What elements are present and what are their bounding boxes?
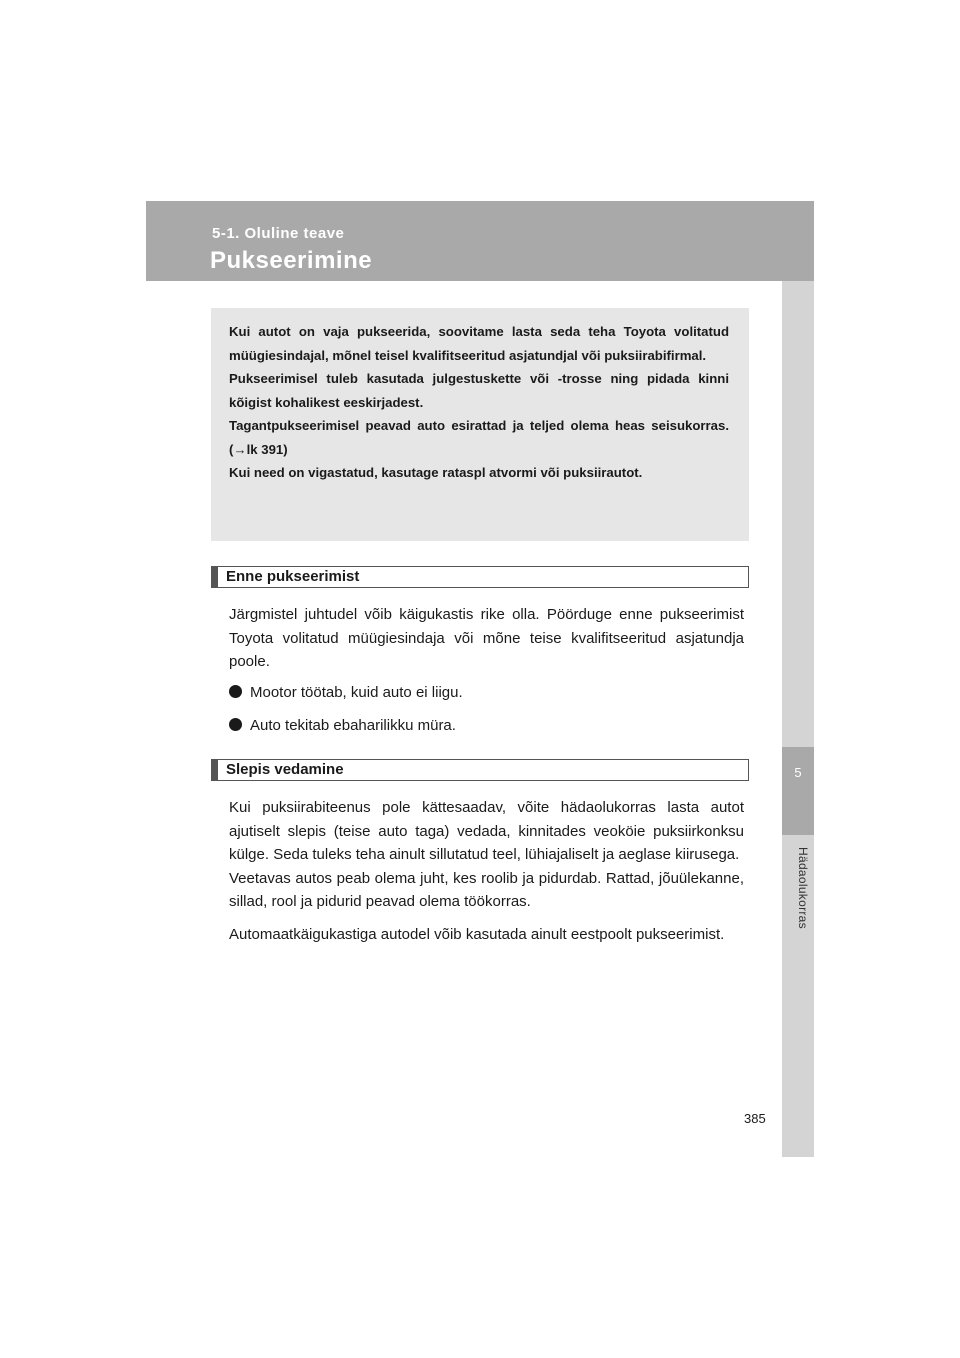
section1-text: Järgmistel juhtudel võib käigukastis rike olla. Pöörduge enne pukseerimist Toyota volitatud müügiesindaja või mõne teise kvalifitseeritud asjatundja poole.	[229, 606, 744, 670]
heading-bar	[212, 567, 218, 587]
intro-line-2: Pukseerimisel tuleb kasutada julgestuskette või -trosse ning pidada kinni kõigist kohalikest eeskirjadest.	[229, 371, 729, 410]
intro-line-4: Kui need on vigastatud, kasutage rataspl atvormi või puksiirautot.	[229, 465, 643, 480]
section-breadcrumb: 5-1. Oluline teave	[212, 225, 345, 242]
chapter-number-box	[782, 747, 814, 835]
intro-line-3: Tagantpukseerimisel peavad auto esirattad ja teljed olema heas seisukorras. (→lk 391)	[229, 418, 729, 457]
page-title: Pukseerimine	[210, 247, 373, 274]
bullet-dot-icon	[229, 685, 242, 698]
chapter-label: Hädaolukorras	[796, 847, 810, 929]
chapter-header	[146, 201, 814, 281]
intro-box	[211, 308, 749, 541]
section-heading-label: Enne pukseerimist	[226, 568, 360, 585]
section2-paragraph-1: Kui puksiirabiteenus pole kättesaadav, võite hädaolukorras lasta autot ajutiselt slepis (teise auto taga) vedada, kinnitades veoköie puksiirkonksu külge. Seda tuleks teha ainult sillutatud teel, lühiajaliselt ja aeglase kiirusega.	[229, 799, 744, 863]
section1-paragraph	[229, 603, 744, 674]
section2-paragraph-3: Automaatkäigukastiga autodel võib kasutada ainult eestpoolt pukseerimist.	[229, 925, 725, 943]
page-number: 385	[744, 1111, 766, 1126]
section-heading-towing	[211, 759, 749, 781]
bullet-item	[229, 714, 456, 738]
section-heading-before-towing	[211, 566, 749, 588]
bullet-text: Auto tekitab ebaharilikku müra.	[250, 717, 456, 734]
section2-paragraph-2: Veetavas autos peab olema juht, kes roolib ja pidurdab. Rattad, jõuülekanne, sillad, rool ja pidurid peavad olema töökorras.	[229, 869, 744, 910]
intro-line-1: Kui autot on vaja pukseerida, soovitame lasta seda teha Toyota volitatud müügiesindajal, mõnel teisel kvalifitseeritud asjatundjal või puksiirabifirmal.	[229, 324, 729, 363]
section-heading-label: Slepis vedamine	[226, 761, 344, 778]
chapter-side-tab	[782, 281, 814, 1157]
heading-bar	[212, 760, 218, 780]
bullet-text: Mootor töötab, kuid auto ei liigu.	[250, 684, 463, 701]
section2-paragraphs	[229, 796, 744, 946]
bullet-item	[229, 681, 463, 705]
bullet-dot-icon	[229, 718, 242, 731]
chapter-number: 5	[794, 765, 802, 780]
